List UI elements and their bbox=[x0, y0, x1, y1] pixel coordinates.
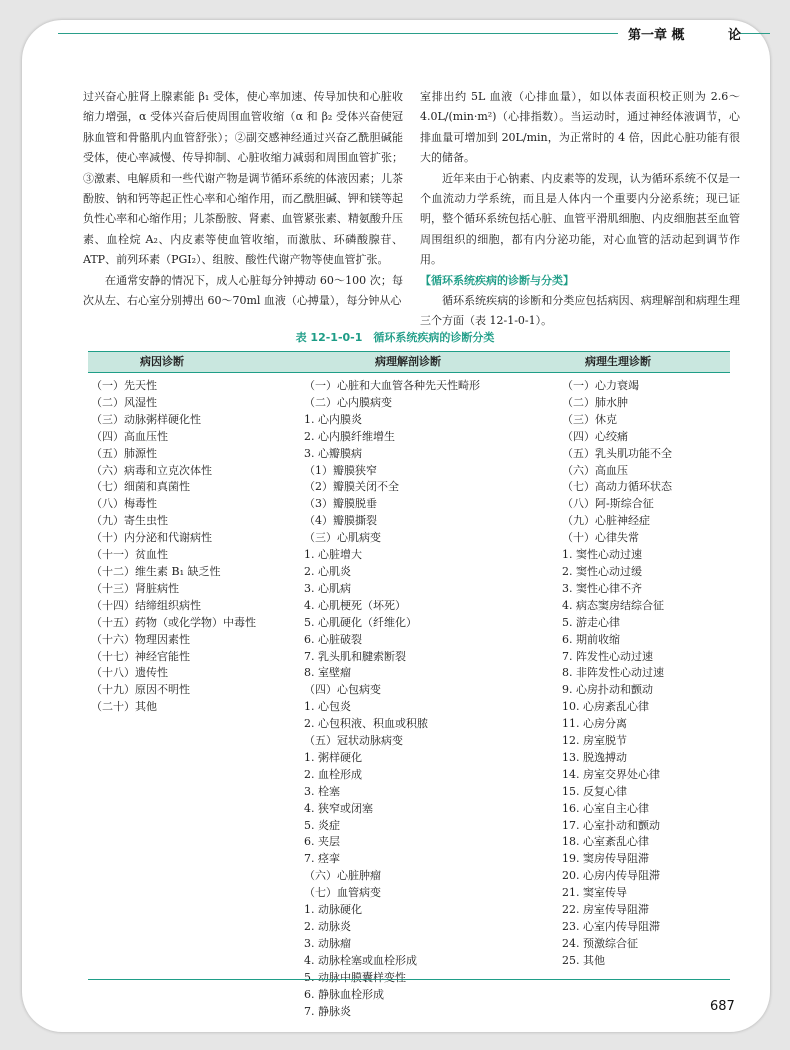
table-cell-item: 2. 血栓形成 bbox=[304, 767, 362, 781]
table-cell-item: （3）瓣膜脱垂 bbox=[304, 497, 377, 511]
table-cell-item: （七）细菌和真菌性 bbox=[91, 480, 190, 494]
table-cell-item: （九）寄生虫性 bbox=[91, 514, 168, 528]
table-cell-item: 19. 窦房传导阻滞 bbox=[562, 852, 649, 866]
table-cell-item: （五）乳头肌功能不全 bbox=[562, 446, 672, 460]
table-cell-item: 21. 窦室传导 bbox=[562, 886, 627, 900]
table-cell-item: （4）瓣膜撕裂 bbox=[304, 514, 377, 528]
table-cell-item: 14. 房室交界处心律 bbox=[562, 767, 660, 781]
table-cell-item: 18. 心室紊乱心律 bbox=[562, 835, 649, 849]
body-column-left bbox=[83, 87, 403, 311]
table-cell-item: （一）先天性 bbox=[91, 379, 157, 392]
table-cell-item: 11. 心房分离 bbox=[562, 717, 627, 731]
table-cell-item: （五）冠状动脉病变 bbox=[304, 734, 403, 748]
table-column-physiology bbox=[562, 378, 672, 970]
table-cell-item: 4. 病态窦房结综合征 bbox=[562, 598, 664, 612]
table-cell-item: 1. 粥样硬化 bbox=[304, 750, 362, 764]
table-cell-item: 5. 动脉中膜囊样变性 bbox=[304, 970, 406, 984]
table-cell-item: （二）肺水肿 bbox=[562, 395, 628, 409]
table-cell-item: 7. 痉挛 bbox=[304, 852, 340, 866]
table-cell-item: 5. 心肌硬化（纤维化） bbox=[304, 615, 417, 629]
table-cell-item: 6. 期前收缩 bbox=[562, 632, 620, 646]
table-cell-item: 20. 心房内传导阻滞 bbox=[562, 869, 660, 883]
table-cell-item: 1. 窦性心动过速 bbox=[562, 548, 642, 562]
table-cell-item: 7. 静脉炎 bbox=[304, 1004, 351, 1018]
table-header-rule bbox=[88, 372, 730, 373]
paragraph: 在通常安静的情况下，成人心脏每分钟搏动 60～100 次；每次从左、右心室分别搏出 60～70ml 血液（心搏量），每分钟从心 bbox=[83, 273, 403, 308]
table-cell-item: 3. 窦性心律不齐 bbox=[562, 581, 642, 595]
table-cell-item: （四）高血压性 bbox=[91, 429, 168, 443]
paragraph: 室排出约 5L 血液（心排血量），如以体表面积校正则为 2.6～4.0L/(min·m²)（心排指数）。当运动时，通过神经体液调节，心排血量可增加到 20L/min，为正常时的 4 倍，因此心脏功能有很大的储备。 bbox=[420, 90, 740, 165]
table-cell-item: 2. 心内膜纤维增生 bbox=[304, 429, 395, 443]
table-cell-item: （一）心脏和大血管各种先天性畸形 bbox=[304, 379, 480, 392]
table-cell-item: （二十）其他 bbox=[91, 700, 157, 714]
table-cell-item: （十八）遗传性 bbox=[91, 666, 168, 680]
table-cell-item: 15. 反复心律 bbox=[562, 784, 627, 798]
table-cell-item: （四）心绞痛 bbox=[562, 429, 628, 443]
table-cell-item: （八）阿-斯综合征 bbox=[562, 497, 654, 511]
paragraph: 过兴奋心脏肾上腺素能 β₁ 受体，使心率加速、传导加快和心脏收缩力增强，α 受体兴奋后使周围血管收缩（α 和 β₂ 受体兴奋使冠脉血管和骨骼肌内血管舒张）；②副交感神经通过兴奋乙酰胆碱能受体，使心率减慢、传导抑制、心脏收缩力减弱和周围血管扩张；③激素、电解质和一些代谢产物是调节循环系统的体液因素；儿茶酚胺、钠和钙等起正性心率和心缩作用，而乙酰胆碱、钾和镁等起负性心率和心缩作用；儿茶酚胺、肾素、血管紧张素、精氨酸升压素、血栓烷 A₂、内皮素等使血管收缩，而激肽、环磷酸腺苷、ATP、前列环素（PGI₂）、组胺、酸性代谢产物等使血管扩张。 bbox=[83, 90, 403, 267]
table-header-cell: 病理生理诊断 bbox=[585, 355, 651, 368]
table-cell-item: （十四）结缔组织病性 bbox=[91, 598, 201, 612]
table-cell-item: （2）瓣膜关闭不全 bbox=[304, 480, 399, 494]
table-cell-item: （八）梅毒性 bbox=[91, 497, 157, 511]
page-number: 687 bbox=[710, 999, 735, 1014]
table-cell-item: 6. 夹层 bbox=[304, 835, 340, 849]
table-cell-item: 25. 其他 bbox=[562, 953, 605, 967]
table-cell-item: 6. 心脏破裂 bbox=[304, 632, 362, 646]
table-cell-item: 8. 非阵发性心动过速 bbox=[562, 666, 664, 680]
table-header-cell: 病理解剖诊断 bbox=[375, 355, 441, 368]
table-cell-item: （四）心包病变 bbox=[304, 683, 381, 697]
table-cell-item: 6. 静脉血栓形成 bbox=[304, 987, 384, 1001]
table-cell-item: （十七）神经官能性 bbox=[91, 649, 190, 663]
table-cell-item: 13. 脱逸搏动 bbox=[562, 750, 627, 764]
table-cell-item: （六）高血压 bbox=[562, 463, 628, 477]
table-cell-item: 10. 心房紊乱心律 bbox=[562, 700, 649, 714]
table-cell-item: （七）高动力循环状态 bbox=[562, 480, 672, 494]
table-cell-item: （六）心脏肿瘤 bbox=[304, 869, 381, 883]
table-cell-item: 17. 心室扑动和颤动 bbox=[562, 818, 660, 832]
table-cell-item: 2. 动脉炎 bbox=[304, 920, 351, 933]
table-cell-item: （三）动脉粥样硬化性 bbox=[91, 412, 201, 426]
table-cell-item: 9. 心房扑动和颤动 bbox=[562, 683, 653, 697]
table-cell-item: 4. 心肌梗死（坏死） bbox=[304, 598, 406, 612]
table-cell-item: 24. 预激综合征 bbox=[562, 936, 638, 950]
table-cell-item: （五）肺源性 bbox=[91, 446, 157, 460]
table-cell-item: 3. 心瓣膜病 bbox=[304, 446, 362, 460]
table-cell-item: 3. 心肌病 bbox=[304, 581, 351, 595]
table-header bbox=[88, 352, 730, 372]
table-cell-item: （一）心力衰竭 bbox=[562, 379, 639, 392]
body-column-right bbox=[420, 87, 740, 332]
table-cell-item: 2. 心肌炎 bbox=[304, 564, 351, 578]
table-cell-item: 5. 炎症 bbox=[304, 818, 340, 832]
table-cell-item: （十一）贫血性 bbox=[91, 548, 168, 562]
chapter-header-tail: 论 bbox=[728, 28, 742, 43]
table-cell-item: （十三）肾脏病性 bbox=[91, 581, 179, 595]
table-cell-item: （九）心脏神经症 bbox=[562, 514, 650, 528]
table-cell-item: 1. 心脏增大 bbox=[304, 548, 362, 562]
table-cell-item: （二）风湿性 bbox=[91, 395, 157, 409]
section-heading: 【循环系统疾病的诊断与分类】 bbox=[420, 273, 574, 287]
table-cell-item: 16. 心室自主心律 bbox=[562, 801, 649, 815]
table-cell-item: （七）血管病变 bbox=[304, 886, 381, 900]
table-cell-item: 7. 阵发性心动过速 bbox=[562, 649, 653, 663]
chapter-header: 第一章 概 bbox=[628, 28, 685, 43]
paragraph: 近年来由于心钠素、内皮素等的发现，认为循环系统不仅是一个血流动力学系统，而且是人体内一个重要内分泌系统；现已证明，整个循环系统包括心脏、血管平滑肌细胞、内皮细胞甚至血管周围组织的细胞，都有内分泌功能，对心血管的活动起到调节作用。 bbox=[420, 171, 740, 267]
table-cell-item: （二）心内膜病变 bbox=[304, 395, 392, 409]
header-rule bbox=[58, 33, 618, 34]
table-cell-item: （三）心肌病变 bbox=[304, 531, 381, 545]
table-cell-item: （十二）维生素 B₁ 缺乏性 bbox=[91, 564, 221, 578]
table-cell-item: （十）心律失常 bbox=[562, 531, 639, 545]
table-cell-item: 23. 心室内传导阻滞 bbox=[562, 920, 660, 933]
table-cell-item: 2. 窦性心动过缓 bbox=[562, 564, 642, 578]
table-cell-item: 8. 室壁瘤 bbox=[304, 666, 351, 680]
table-cell-item: （十九）原因不明性 bbox=[91, 683, 190, 697]
table-cell-item: 7. 乳头肌和腱索断裂 bbox=[304, 649, 406, 663]
table-cell-item: 3. 动脉瘤 bbox=[304, 936, 351, 950]
header-rule-right bbox=[740, 33, 770, 34]
table-cell-item: （三）休克 bbox=[562, 412, 617, 426]
table-cell-item: （十五）药物（或化学物）中毒性 bbox=[91, 615, 256, 629]
table-cell-item: 12. 房室脱节 bbox=[562, 734, 627, 748]
table-cell-item: 1. 心包炎 bbox=[304, 700, 351, 714]
table-cell-item: 1. 动脉硬化 bbox=[304, 903, 362, 917]
table-cell-item: 1. 心内膜炎 bbox=[304, 412, 362, 426]
table-cell-item: 5. 游走心律 bbox=[562, 615, 620, 629]
table-header-cell: 病因诊断 bbox=[140, 355, 184, 368]
table-cell-item: 4. 动脉栓塞或血栓形成 bbox=[304, 953, 417, 967]
table-title: 表 12-1-0-1 循环系统疾病的诊断分类 bbox=[295, 331, 495, 344]
table-cell-item: （六）病毒和立克次体性 bbox=[91, 463, 212, 477]
table-cell-item: 2. 心包积液、积血或积脓 bbox=[304, 717, 428, 731]
table-column-anatomy bbox=[304, 378, 480, 1020]
table-cell-item: 22. 房室传导阻滞 bbox=[562, 903, 649, 917]
table-cell-item: （十六）物理因素性 bbox=[91, 632, 190, 646]
table-cell-item: （十）内分泌和代谢病性 bbox=[91, 531, 212, 545]
table-column-etiology bbox=[91, 378, 256, 716]
paragraph: 循环系统疾病的诊断和分类应包括病因、病理解剖和病理生理三个方面（表 12-1-0-1）。 bbox=[420, 294, 740, 328]
table-bottom-rule bbox=[88, 979, 730, 980]
table-cell-item: 3. 栓塞 bbox=[304, 784, 340, 798]
table-cell-item: （1）瓣膜狭窄 bbox=[304, 463, 377, 477]
table-cell-item: 4. 狭窄或闭塞 bbox=[304, 801, 373, 815]
